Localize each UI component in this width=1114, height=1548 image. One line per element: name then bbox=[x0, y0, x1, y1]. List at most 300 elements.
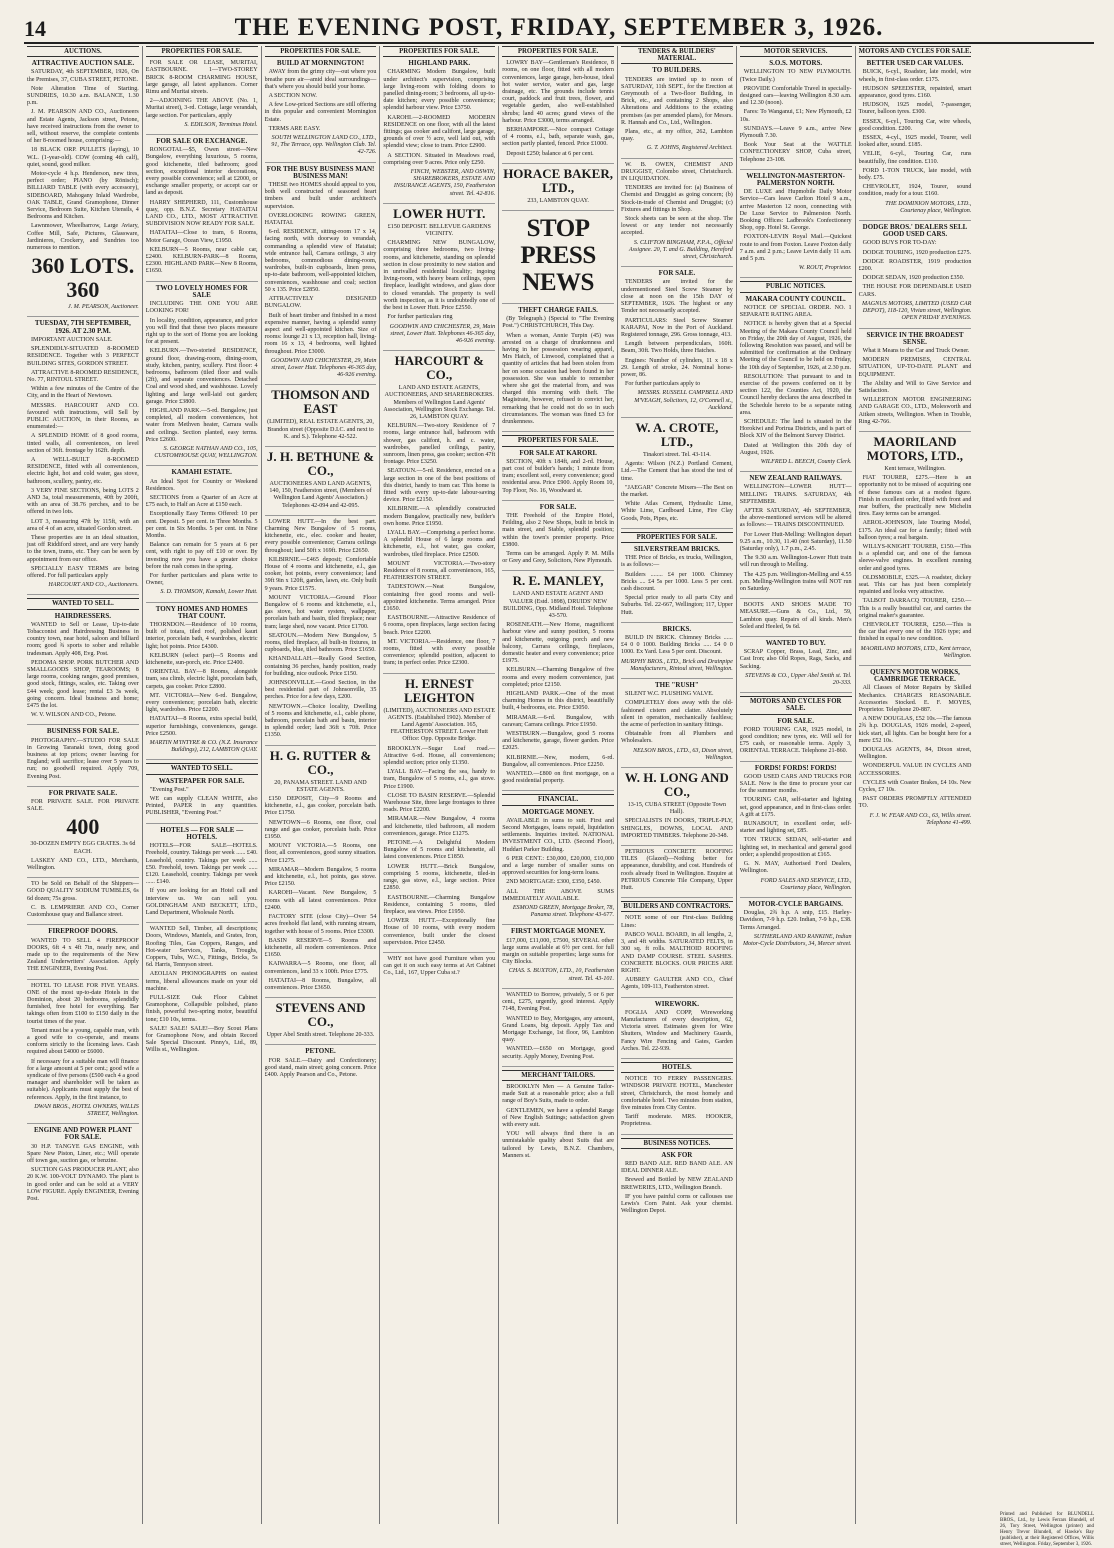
column-2 bbox=[143, 46, 262, 1524]
ad-text: KILBIRNIE.—£465 deposit; Comfortable House of 4 rooms and kitchenette, e.l., gas cooker, hot points, every convenience; land 39ft 9in x 120ft, garden, lawn, etc. Only built 9 years. Price £1575. bbox=[264, 556, 377, 592]
ad-text: Terms can be arranged. Apply P. M. Mills or Grey and Grey, Solicitors, New Plymouth. bbox=[502, 550, 614, 565]
ad-title: BETTER USED CAR VALUES. bbox=[866, 59, 964, 68]
ad-title: WASTEPAPER FOR SALE. bbox=[158, 776, 245, 785]
ad-title: SERVICE IN THE BROADEST SENSE. bbox=[866, 330, 964, 346]
ad-text: IF you have painful corns or callouses use Lewis's Corn Paint. Ask your chemist. Wellington Depot. bbox=[620, 1193, 733, 1215]
ad-text: 2—ADJOINING THE ABOVE (No. 1, Muritai street), 3-rd. Cottage, large verandah, large section. For particulars, apply bbox=[145, 98, 258, 119]
ad-text: HIGHLAND PARK.—One of the most charming Homes in this district, beautifully built, 4 bedrooms, etc. Price £3050. bbox=[502, 690, 614, 712]
ad-signature: GOODWIN AND CHICHESTER, 29, Main street, Lower Hutt. Telephones 46-365 day, 46-926 evening. bbox=[270, 357, 377, 379]
ad-text: White Atlas Cement, Hydraulic Lime, White Lime, Cardboard Lime, Fire Clay Goods, Pots, Pipes, etc. bbox=[620, 501, 733, 522]
ad-text: CHEVROLET TOURER, £250.—This is the car that every one of the 1926 type; and finished in equal to new condition. bbox=[858, 622, 972, 643]
classified-ad bbox=[859, 435, 972, 666]
firm-name: STEVENS AND CO., bbox=[275, 1000, 366, 1030]
column-5 bbox=[499, 46, 618, 1524]
ad-title: SILVERSTREAM BRICKS. bbox=[634, 544, 720, 553]
ad-text: HOTEL TO LEASE FOR FIVE YEARS. ONE of the most up-to-date Hotels in the Dominion, about 20 bedrooms, splendidly furnished, free hotel for everything. Bar takings often from £100 to £150 daily in the tourist times of the year. bbox=[27, 982, 139, 1025]
ad-text: WANTED to Sell or Lease, Up-to-date Tobacconist and Hairdressing Business in country town, near hotel, saloon and billiard room; good ¾ sports to sober and reliable tradesman. Apply 408, Evg. Post. bbox=[27, 621, 139, 657]
ad-text: "JAEGAR" Concrete Mixers—The Best on the market. bbox=[620, 484, 733, 498]
classified-ad bbox=[621, 915, 733, 997]
ad-text: TO be Sold on Behalf of the Shippers— GOOD QUALITY SODIUM TUMBLES, 6s 6d dozen; 75s gross. bbox=[27, 881, 139, 902]
ad-text: BUICK, 6-cyl., Roadster, late model, wire wheels, in first-class order. £175. bbox=[858, 69, 972, 83]
classified-ad bbox=[621, 1076, 733, 1134]
classified-ad bbox=[621, 1152, 733, 1221]
column-8 bbox=[856, 46, 975, 1524]
ad-text: For further particulars apply to bbox=[624, 381, 701, 388]
ad-text: LOWER HUTT.—In the best part. Charming New Bungalow of 5 rooms, kitchenette, etc., elec. cooker and heater, every possible convenience; Carrara ceilings throughout; land 50ft x 169ft. Price £2650. bbox=[264, 518, 377, 554]
ad-text: Tinakori street. Tel. 43-114. bbox=[643, 451, 711, 458]
ad-text: DOUGLAS AGENTS, 84, Dixon street, Wellington. bbox=[858, 747, 972, 761]
ad-text: 3 VERY FINE SECTIONS, being LOTS 2 AND 3a, total measurements, 40ft by 200ft, with an area of 38.76 perches, and to be offered in two lots. bbox=[27, 487, 139, 516]
ad-text: OLDSMOBILE, £325.—A roadster, dickey seat. This car has just been completely repainted and looks very attractive. bbox=[858, 574, 972, 596]
ad-text: A SECTION NOW. bbox=[268, 93, 317, 100]
classified-ad bbox=[146, 60, 258, 135]
ad-text: WANTED to Borrow, privately, 5 or 6 per cent., £275, urgently, good interest. Apply 7148, Evening Post. bbox=[502, 991, 614, 1013]
ad-text: RONGOTAI.—$5, Owen street—New Bungalow, everything luxurious, 5 rooms, good kitchenette, tiled bathroom; good section, exceptional interior decorations, every possible convenience; sell at £2000, or exchange smaller property, or accept car or land as deposit. bbox=[145, 147, 258, 197]
classified-ad bbox=[502, 215, 614, 304]
ad-signature: FORD SALES AND SERVICE, LTD., Courtenay place, Wellington. bbox=[760, 877, 852, 891]
section-heading: AUCTIONS. bbox=[27, 46, 139, 57]
ad-text: KAROHI—Vacant. New Bungalow, 5 rooms with all latest conveniences. Price £2400. bbox=[264, 890, 377, 911]
ad-text: SEATOUN.—Modern New Bungalow, 5 rooms, tiled fireplace, all built-in fixtures, in cupboards, blue, tiled bathroom. Price £1650. bbox=[264, 632, 377, 654]
ad-text: VELIE, 6-cyl., Touring Car, runs beautifully, fine condition. £110. bbox=[858, 151, 972, 165]
ad-text: THESE two HOMES should appeal to you, both well constructed of seasoned heart timbers and built under architect's supervision. bbox=[264, 182, 377, 210]
ad-signature: HARCOURT AND CO., Auctioneers. bbox=[48, 582, 139, 589]
ad-text: Lawnmower, Wheelbarrow, Large Aviary, Coffee Mill, Safe, Pictures, Glassware, Jardinieres, Crockery, and Sundries too numerous to mention. bbox=[27, 223, 139, 252]
ad-title: TONY HOMES AND HOMES THAT COUNT. bbox=[155, 604, 248, 620]
ad-text: AEOLIAN PHONOGRAPHS on easiest terms, liberal allowances made on your old machine. bbox=[145, 971, 258, 992]
ad-signature: MAORILAND MOTORS, LTD., Kent terrace, Wellington. bbox=[860, 645, 972, 659]
imprint-date: Friday, September 3, 1926. bbox=[1037, 1542, 1092, 1547]
classified-ad bbox=[502, 809, 614, 926]
ad-text: BASIN RESERVE—5 Rooms and kitchenette, all modern conveniences. Price £1650. bbox=[264, 937, 377, 959]
ad-text: Douglas, 2¾ h.p. A snip, £15. Harley-Davidson, 7-9 h.p. £20. Indian, 7-9 h.p., £38. Terms Arranged. bbox=[739, 910, 852, 931]
ad-title: FOR SALE. bbox=[539, 502, 577, 511]
ad-title: TUESDAY, 7TH SEPTEMBER, 1926. AT 2.30 P.M. bbox=[34, 319, 131, 335]
classified-ad bbox=[27, 790, 139, 878]
ad-signature: MESSRS. RUSSELL CAMPBELL AND M'VEAGH, Solicitors, 12, O'Connell st., Auckland. bbox=[634, 390, 733, 411]
ad-text: "Evening Post." bbox=[149, 786, 189, 793]
ad-text: WE can supply CLEAN WHITE, also Printed, PAPER in any quantities. PUBLISHER, "Evening Post." bbox=[145, 796, 258, 817]
classified-ad bbox=[146, 926, 258, 1059]
ad-text: Upper Abel Smith street. Telephone 20-333. bbox=[266, 1032, 375, 1039]
ad-title: HIGHLAND PARK. bbox=[408, 59, 471, 68]
ad-signature: MAGNUS MOTORS, LIMITED (USED CAR DEPOT), 118-120, Vivian street, Wellington. OPEN FRIDAY EVENINGS. bbox=[861, 300, 972, 322]
classified-ad bbox=[383, 677, 495, 953]
classified-ad bbox=[27, 60, 139, 317]
ad-text: LOWER HUTT.—Exceptionally fine House of 10 rooms, with every modern convenience, built under the closest supervision. Price £2450. bbox=[383, 918, 496, 946]
ad-text: EASTBOURNE.—Charming Bungalow Residence, containing 5 rooms, tiled fireplace, sea views. Price £1950. bbox=[383, 894, 496, 915]
classified-ad bbox=[502, 928, 614, 988]
ad-text: KHANDALLAH.—Really Good Section, containing 36 perches, handy position, ready for building, nice outlook. Price £150. bbox=[264, 656, 377, 677]
ad-text: BROOKLYN Men — A Genuine Tailor-made Suit at a reasonable price; also a full range of Boy's Suits, made to order. bbox=[502, 1083, 614, 1105]
column-7 bbox=[737, 46, 856, 1524]
ad-title: WELLINGTON-MASTERTON-PALMERSTON NORTH. bbox=[746, 171, 846, 188]
ad-text: NEWTOWN—6 Rooms, one floor, coal range and gas cooker, porcelain bath. Price £1950. bbox=[264, 819, 377, 841]
ad-title: BUILD AT MORNINGTON! bbox=[276, 59, 365, 68]
ad-signature: FINCH, WEBSTER, AND OSWIN, SHAREBROKERS, ESTATE AND INSURANCE AGENTS, 150, Featherston street. Tel. 42-816. bbox=[393, 169, 496, 197]
ad-text: TENDERS are invited up to noon of SATURDAY, 11th SEPT., for the Erection at Greymouth of a Two-floor Building, in Brick, etc., and containing 2 Shops, also Alterations and Additions to the existing premises (as per amended plans), for Messrs. R. Hannah and Co., Ltd., Wellington. bbox=[620, 76, 733, 126]
ad-text: KELBURN.—Charming Bungalow of five rooms and every modern convenience, just completed; price £2150. bbox=[502, 667, 614, 688]
ad-text: ESSEX, 4-cyl., 1925 model, Tourer, well looked after, sound. £185. bbox=[858, 135, 972, 149]
ad-signature: STEVENS & CO., Upper Abel Smith st. Tel. 20-333. bbox=[745, 672, 852, 687]
ad-text: SCRAP Copper, Brass, Lead, Zinc, and Cast Iron; also Old Ropes, Rags, Sacks, and Sacking. bbox=[739, 649, 852, 670]
ad-text: Obtainable from all Plumbers and Wholesalers. bbox=[620, 731, 733, 745]
ad-text: PARTICULARS: Steel Screw Steamer KARAPAI, Now in the Port of Auckland. Registered tonnage, 296. Gross tonnage, 413. bbox=[620, 317, 733, 338]
ad-text: PETONE.—A Delightful Modern Bungalow of 5 rooms and kitchenette, all latest conveniences. Price £1850. bbox=[383, 840, 496, 861]
ad-signature: SOUTH WELLINGTON LAND CO., LTD., 91, The Terrace, opp. Wellington Club. Tel. 42-726. bbox=[271, 135, 377, 156]
ad-text: Agents: Wilson (N.Z.) Portland Cement, Ltd.—The Cement that has stood the test of time. bbox=[620, 461, 733, 482]
ad-text: A few Low-priced Sections are still offering in this popular and convenient Mornington Estate. bbox=[264, 102, 377, 123]
ad-text: SCHEDULE: The land is situated in the Horokiwi and Porirua Districts, and is part of Block XIV of the Belmont Survey District. bbox=[739, 418, 852, 440]
classified-ad bbox=[502, 504, 614, 572]
ad-text: ROSENEATH.—New Home, magnificent harbour view and sunny position, 5 rooms and kitchenette, outgoing porch and new balcony, Carrara ceilings, fireplaces, domestic heater and every convenience; price £1975. bbox=[502, 622, 614, 665]
classified-ad bbox=[27, 881, 139, 925]
ad-text: PABCO WALL BOARD, in all lengths, 2, 3, and 4ft widths. SATURATED FELTS, in 300 sq. ft rolls. MALTHOID ROOFING AND DAMP COURSE. STEEL SASHES. CONCRETE BLOCKS. OUR PRICES ARE RIGHT. bbox=[620, 931, 733, 974]
ad-text: 18 BLACK ORP. PULLETS (laying), 10 W.L. (1-year-old). COW (coming 4th calf), quiet, sound, good milker. bbox=[27, 147, 139, 168]
firm-name: HARCOURT & CO., bbox=[394, 353, 484, 383]
firm-name: R. E. MANLEY, bbox=[512, 573, 604, 589]
classified-ad bbox=[146, 138, 258, 282]
ad-signature: NELSON BROS., LTD., 63, Dixon street, Wellington. bbox=[633, 747, 733, 761]
classified-ad bbox=[740, 718, 852, 762]
ad-text: 6 PER CENT.: £30,000, £20,000, £10,000 and a large number of smaller sums on approved securities for long-term loans. bbox=[502, 855, 614, 877]
section-heading: PROPERTIES FOR SALE. bbox=[502, 435, 614, 446]
ad-title: FOR SALE. bbox=[777, 716, 814, 725]
ad-signature: THE DOMINION MOTORS, LTD., Courtenay place, Wellington. bbox=[885, 200, 972, 214]
classified-ad bbox=[621, 626, 733, 679]
ad-text: BUILD IN BRICK. Chimney Bricks ...... £4 0 0 1000. Building Bricks ..... £4 0 0 1000. Ex Yard. Less 5 per cent. Discount. bbox=[620, 635, 733, 656]
ad-text: HATAITAI—Close to tram, 6 Rooms, Motor Garage, Ocean View, £1950. bbox=[145, 230, 258, 244]
ad-text: For further particulars ring bbox=[387, 314, 453, 321]
ad-title: WIREWORK. bbox=[654, 999, 699, 1008]
ad-text: WANTED to Buy, Mortgages, any amount, Grand Loans, big deposit. Apply Tax and Mortgage Exchange, 1st floor, 96, Lambton quay. bbox=[502, 1015, 614, 1044]
classified-ad bbox=[502, 450, 614, 501]
ad-text: C. B. LEMPRIERE AND CO., Corner Customhouse quay and Ballance street. bbox=[27, 904, 139, 919]
ad-title: MORTGAGE MONEY. bbox=[522, 807, 594, 816]
ad-text: CHARMING Modern Bungalow, built under architect's supervision, comprising large living-room with folding doors to panelled dining-room; 3 bedrooms, all up-to-date kitchen; every possible convenience; splendid harbour view. Price £3750. bbox=[383, 69, 496, 112]
ad-text: ESSEX, 6-cyl., Touring Car, wire wheels, good condition. £200. bbox=[858, 118, 972, 132]
ad-text: MOUNT VICTORIA.—Two-story Residence of 8 rooms, all conveniences, 165, FEATHERSTON STREET. bbox=[383, 560, 496, 582]
ad-text: An Ideal Spot for Country or Weekend Residences. bbox=[145, 478, 258, 492]
ad-text: ATTRACTIVE 8-ROOMED RESIDENCE, No. 77, RINTOUL STREET. bbox=[27, 369, 139, 383]
ad-text: A NEW DOUGLAS, £52 10s.—The famous 2¾ h.p. DOUGLAS, 1926 model, 2-speed, kick start, all lights. Can be bought here for a mere £52 10s. bbox=[858, 716, 972, 744]
classified-ad bbox=[383, 207, 495, 351]
ad-text: INCLUDING THE ONE YOU ARE LOOKING FOR! bbox=[145, 301, 258, 315]
ad-text: 30 H.P. TANGYE GAS ENGINE, with Spare New Piston, Liner, etc.; Will operate off town gas, suction gas, or benzine. bbox=[27, 1143, 139, 1164]
ad-text: HATAITAI—8 Rooms, extra special build, superior furnishings, conveniences, garage. Price £2500. bbox=[145, 716, 258, 737]
ad-title: THEFT CHARGE FAILS. bbox=[518, 306, 598, 315]
ad-text: Special price ready to all parts City and Suburbs. Tel. 22-667, Wellington; 117, Upper Hutt. bbox=[620, 595, 733, 616]
ad-title: ENGINE AND POWER PLANT FOR SALE. bbox=[33, 1126, 132, 1142]
ad-title: HAIRDRESSERS. bbox=[54, 611, 111, 620]
ad-text: PEDOMA SHOP. PORK BUTCHER AND SMALLGOODS SHOP, TEAROOMS; 8 large rooms, cooking ranges, good premises, good stock, fittings, scales, etc. Taking over £44 week; good lease; rental £3 3s week, going concern. Ideal business and home; £475 the lot. bbox=[27, 659, 139, 710]
ad-text: FIAT TOURER, £275.—Here is an opportunity not to be missed of acquiring one of these famous cars at a modest figure. Finish in excellent order, fitted with front and rear buffers, the practically new Michelin tires. Easy terms can be arranged. bbox=[858, 475, 972, 518]
ad-text: All Classes of Motor Repairs by Skilled Mechanics. CHARGES REASONABLE. Accessories Stocked. E. F. MOYES, Proprietor. Telephone 20-887. bbox=[858, 685, 972, 714]
ad-text: CYCLES with Coaster Brakes, £4 10s. New Cycles, £7 10s. bbox=[858, 779, 972, 794]
ad-text: Plans, etc., at my office, 262, Lambton quay. bbox=[620, 129, 733, 143]
ad-text: TON TRUCK SEDAN, self-starter and lighting set, in mechanical and general good order; a splendid proposition at £165. bbox=[739, 837, 852, 858]
classified-ad bbox=[146, 469, 258, 602]
ad-text: FOGLIA AND COPP, Wireworking Manufacturers of every description, 62, Victoria street. Estimates given for Wire Shutters, Window and Machinery Guards, Fancy Wire Fencing and Gates, Garden Arches. Tel. 22-939. bbox=[620, 1009, 733, 1052]
ad-text: FORD TOURING CAR, 1925 model, in good condition; new tyres, etc. Will sell for £75 cash, or reasonable terms. Apply 3, ORIENTAL TERRACE. Telephone 21-860. bbox=[739, 726, 852, 755]
ad-text: 233, LAMBTON QUAY. bbox=[527, 197, 589, 204]
ad-signature: F. J. W. FEAR AND CO., 63, Willis street. Telephone 41-499. bbox=[869, 812, 972, 826]
classified-ad bbox=[740, 475, 852, 599]
ad-text: The 4.25 p.m. Wellington-Melling and 4.55 p.m. Melling-Wellington trains will NOT run on Saturday. bbox=[739, 571, 852, 592]
ad-text: BOOTS AND SHOES MADE TO MEASURE.—Guns & Co., Ltd., 59, Lambton quay. Repairs of all kinds. Men's Soled and Heeled, 9s 6d. bbox=[739, 602, 852, 630]
ad-title: ATTRACTIVE AUCTION SALE. bbox=[31, 59, 135, 68]
classified-ad bbox=[621, 421, 733, 529]
section-heading: MOTOR SERVICES. bbox=[740, 46, 852, 57]
ad-signature: S. EDILSON, Terminus Hotel. bbox=[184, 121, 258, 128]
ad-text: TADESTOWN.—Neat Bungalow, containing five good rooms and well-appointed kitchenette. Terms arranged. Price £1650. bbox=[383, 584, 496, 612]
ad-text: LAND AND ESTATE AGENTS, AUCTIONEERS, AND SHAREBROKERS. Members of Wellington Land Agents' Association, Wellington Stock Exchange. Tel. 26, LAMBTON QUAY. bbox=[383, 385, 496, 420]
ad-title: FOR SALE AT KARORI. bbox=[519, 448, 597, 457]
ad-text: Stock sheets can be seen at the shop. The lowest or any tender not necessarily accepted. bbox=[620, 216, 733, 237]
ad-title: HOTELS — FOR SALE — HOTELS. bbox=[160, 825, 244, 841]
ad-text: HOTELS—FOR SALE—HOTELS. Freehold, country. Takings per week ...... £40. Leasehold, country. Takings per week ...... £50. Freehold, town. Takings per week ...... £120. Leasehold, country. Takings per week ...... £140. bbox=[145, 843, 258, 886]
ad-title: TWO LOVELY HOMES FOR SALE bbox=[155, 283, 248, 299]
ad-text: HUDSON SPEEDSTER, repainted, smart appearance, good tyres. £160. bbox=[858, 85, 972, 100]
page-number: 14 bbox=[24, 16, 46, 41]
section-heading: PUBLIC NOTICES. bbox=[740, 281, 852, 292]
classified-ad bbox=[621, 67, 733, 158]
ad-text: Builders ........ £4 per 1000. Chimney Bricks .... £4 5s per 1000. Less 5 per cent. cash discount. bbox=[620, 571, 733, 592]
ad-signature: MURPHY BROS., LTD., Brick and Drainpipe Manufacturers, Rintoul street, Wellington. bbox=[621, 658, 733, 672]
ad-text: SPLENDIDLY-SITUATED 8-ROOMED RESIDENCE. Together with 3 PERFECT BUILDING SITES, GORDON STREET. bbox=[27, 346, 139, 367]
ad-text: £150 DEPOSIT, City—9 Rooms and kitchenette, e.l., gas cooker, porcelain bath. Price £1750. bbox=[264, 796, 377, 817]
ad-text: DODGE TOURING, 1920 production £275. bbox=[862, 249, 972, 256]
ad-signature: MARTIN M'INTYRE & CO. (N.Z. Insurance Buildings), 212, LAMBTON QUAY. bbox=[149, 740, 258, 754]
ad-text: MIRAMAR—Modern Bungalow, 5 rooms and kitchenette, e.l., hot points, gas stove. Price £2150. bbox=[264, 866, 377, 888]
section-heading: FINANCIAL. bbox=[502, 794, 614, 805]
ad-text: KILBIRNIE.—New, modern, 6-rd. Bungalow, all conveniences. Price £2250. bbox=[502, 754, 614, 768]
classified-ad bbox=[740, 765, 852, 898]
ad-text: TERMS ARE EASY. bbox=[268, 125, 321, 132]
ad-text: WANTED TO SELL 4 FIREPROOF DOORS, 6ft 4 x 4ft 7in, nearly new, and made up to the requirements of the New Zealand Underwriters' Association. Apply THE ENGINEER, Evening Post. bbox=[27, 937, 139, 973]
ad-text: FACTORY SITE (close City)—Over 54 acres freehold flat land, with running stream, together with house of 5 rooms. Price £3300. bbox=[264, 914, 377, 935]
ad-text: AUCTIONEERS AND LAND AGENTS, 140, 150, Featherston street, (Members of Wellington Land Agents' Association.) Telephones 42-094 and 42-095. bbox=[269, 480, 372, 509]
lot-count: 400 bbox=[66, 814, 100, 840]
ad-text: If you are looking for an Hotel call and interview us. We can sell you. GOLDINGHAM AND BECKETT, LTD., Land Department, Wholesale North. bbox=[145, 888, 258, 916]
ad-text: IMPORTANT AUCTION SALE. bbox=[31, 336, 113, 343]
ad-text: ALL THE ABOVE SUMS IMMEDIATELY AVAILABLE. bbox=[502, 888, 614, 902]
ad-text: Built of heart timber and finished in a most expensive manner, having a splendid sunny aspect and well-appointed kitchen. Size of rooms: lounge 21 x 13, reception hall, living-room 16 x 13, 4 bedrooms, well lighted throughout. Price £3000. bbox=[264, 312, 377, 355]
ad-signature: SUTHERLAND AND RANKINE, Indian Motor-Cycle Distributors, 34, Mercer street. bbox=[742, 933, 852, 947]
ad-text: EASTBOURNE.—Attractive Residence of 6 rooms, open fireplaces, large section facing beach. Price £2200. bbox=[383, 615, 496, 636]
classified-ad bbox=[265, 60, 377, 162]
ad-text: KELBURN.—Two-storied RESIDENCE, ground floor, drawing-room, dining-room, study, kitchen, pantry, scullery. First floor: 4 bedrooms, bathroom (tiled floor and walls (2ft), and separate conveniences. Detached Coal and wood shed, and washhouse. Lovely lighting and large well-laid out garden; garage. Price £3800. bbox=[145, 348, 258, 405]
ad-text: Engines: Number of cylinders, 11 x 18 x 29. Length of stroke, 24. Nominal horse-power, 86. bbox=[620, 357, 733, 378]
ad-text: FOXTON-LEVIN Royal Mail.—Quickest route to and from Foxton. Leave Foxton daily 7 a.m. and 2 p.m.; Leave Levin daily 11 a.m. and 5 p.m. bbox=[739, 234, 852, 263]
ad-title: DODGE BROS.' DEALERS SELL GOOD USED CARS. bbox=[862, 223, 968, 239]
ad-text: LOT 3, measuring 47ft by 115ft, with an area of 4 of an acre, situated Gordon street. bbox=[27, 518, 139, 532]
imprint-text: Printed and Published for BLUNDELL BROS., Ltd., by Lewis Ferrars Blundell, of 26, Tory Street, Wellington (printer) and Henry Trevor Blundell, of Hawke's Bay (publisher), at their Registered Offices, Willis street, Wellington. bbox=[1000, 1512, 1094, 1547]
ad-text: CHEVROLET, 1924, Tourer, sound condition, ready for a tour. £160. bbox=[858, 184, 972, 198]
ad-text: MIRAMAR.—6-rd. Bungalow, with caravan; Carrara ceilings. Price £1950. bbox=[502, 714, 614, 728]
ad-text: Length between perpendiculars, 160ft. Beam, 30ft. Two Holds, three Hatches. bbox=[620, 341, 733, 355]
classified-ad bbox=[621, 546, 733, 623]
ad-title: TO BUILDERS. bbox=[652, 66, 702, 75]
classified-ad bbox=[502, 167, 614, 211]
ad-text: HATAITAI—8 Rooms, Bungalow, all conveniences. Price £3650. bbox=[264, 977, 377, 991]
ad-text: 2ND MORTGAGE: £300, £350, £450. bbox=[506, 879, 602, 886]
ad-text: (LIMITED), REAL ESTATE AGENTS, 20, Brandon street (Opposite D.I.C. and next to K. and S.). Telephone 42-522. bbox=[267, 419, 374, 440]
ad-text: AFTER SATURDAY, 4th SEPTEMBER, the above-mentioned services will be altered as follows:— TRAINS DISCONTINUED. bbox=[739, 507, 852, 529]
classified-ad bbox=[146, 285, 258, 467]
column-3 bbox=[262, 46, 381, 1524]
ad-text: Tariff moderate. MRS. HOOKER, Proprietress. bbox=[620, 1114, 733, 1128]
ad-text: GENTLEMEN, we have a splendid Range of New English Suitings; satisfaction given with every suit. bbox=[502, 1107, 614, 1128]
ad-text: JOHNSONVILLE.—Good Section, in the best residential part of Johnsonville, 35 perches. Price for a few days, £200. bbox=[264, 680, 377, 701]
ad-text: SUNDAYS.—Leave 9 a.m., arrive New Plymouth 7.30. bbox=[739, 125, 852, 140]
ad-signature: S. D. THOMSON, Kamahi, Lower Hutt. bbox=[160, 589, 258, 596]
ad-text: Fares: To Wanganui, £1; New Plymouth, £2 10s. bbox=[739, 109, 852, 123]
ad-text: SECTIONS from a Quarter of an Acre at £75 each, to Half an Acre at £150 each. bbox=[145, 494, 258, 509]
ad-text: For Lower Hutt-Melling: Wellington depart 9.25 a.m., 10.30, 11.40 (not Saturday), 11.50 (Saturday only), 1.7 p.m., 2.45. bbox=[739, 531, 852, 552]
ad-text: AWAY from the grimy city—out where you breathe pure air—amid ideal surroundings—that's where you should build your home. bbox=[264, 69, 377, 90]
ad-text: WONDERFUL VALUE IN CYCLES AND ACCESSORIES. bbox=[858, 763, 972, 777]
ad-signature: G. T. JOHNS, Registered Architect. bbox=[646, 145, 733, 152]
masthead bbox=[24, 10, 1094, 44]
ad-text: These properties are in an ideal situation, just off Riddiford street, and are very handy to the town, trams, etc. They can be seen by appointment from our office. bbox=[27, 534, 139, 563]
ad-text: LASKEY AND CO., LTD., Merchants, Wellington. bbox=[27, 857, 139, 872]
column-1 bbox=[24, 46, 143, 1524]
ad-text: THORNDON.—Residence of 10 rooms, built of totara, tiled roof, polished kauri interior, porcelain bath, 4 wardrobes, electric light; hot points. Price £4300. bbox=[145, 622, 258, 650]
section-heading: MOTORS AND CYCLES FOR SALE. bbox=[859, 46, 972, 57]
ad-text: HUDSON, 1925 model, 7-passenger, Tourer, balloon tyres. £300. bbox=[858, 102, 972, 116]
section-heading: PROPERTIES FOR SALE. bbox=[383, 46, 495, 57]
ad-text: OVERLOOKING ROWING GREEN, HATAITAI. bbox=[264, 212, 377, 227]
ad-text: SEATOUN.—5-rd. Residence, erected on a large section in one of the best positions of this district, handy to tram car. This home is fitted with every up-to-date labour-saving device. Price £2150. bbox=[383, 468, 496, 504]
ad-text: When a woman, Annie Turpin (45) was arrested on a charge of drunkenness and having in her possession wearing apparel, Mrs Hatch, of Linwood, complained that a quantity of articles that had been stolen from her on some occasion had been found in her possession. She was unable to remember where she got the material from, and was charged this morning with theft. The Magistrate, however, refused to convict her, remarking that he could not do so in such circumstances. The woman was fined £3 for drunkenness. bbox=[502, 332, 614, 426]
ad-title: MAKARA COUNTY COUNCIL. bbox=[745, 294, 846, 303]
ad-text: TOURING CAR, self-starter and lighting set, good appearance, and in first-class order. A gift at £175. bbox=[739, 797, 852, 818]
section-heading: MOTORS AND CYCLES FOR SALE. bbox=[740, 696, 852, 714]
classified-ad bbox=[27, 928, 139, 979]
ad-text: AEROL-JOHNSON, late Touring Model, £175. An ideal car for a family; fitted with balloon tyres; a real bargain. bbox=[858, 520, 972, 541]
ad-text: PHOTOGRAPHY.—STUDIO FOR SALE in Growing Taranaki town, doing good business at top prices; owner leaving for England; will sacrifice; lease over 5 years to run; no goodwill required. Apply 709, Evening Post. bbox=[27, 737, 139, 780]
classified-ad bbox=[146, 778, 258, 824]
classified-ad bbox=[265, 749, 377, 998]
classified-ad bbox=[859, 669, 972, 832]
page-title: THE EVENING POST, FRIDAY, SEPTEMBER 3, 1926. bbox=[234, 14, 884, 41]
ad-text: ATTRACTIVELY DESIGNED BUNGALOW. bbox=[264, 296, 377, 310]
ad-text: LOWER HUTT.—Brick Bungalow, comprising 5 rooms, kitchenette, tiled-in range, gas stove, e.l., large section. Price £2850. bbox=[383, 863, 496, 892]
classified-ad bbox=[27, 728, 139, 786]
ad-text: THE HOUSE FOR DEPENDABLE USED CARS. bbox=[858, 284, 972, 298]
classified-ad bbox=[740, 296, 852, 472]
section-heading: TENDERS & BUILDERS' MATERIAL. bbox=[621, 46, 733, 64]
ad-text: The Ability and Will to Give Service and Satisfaction. bbox=[858, 380, 972, 394]
ad-text: (By Telegraph.) (Special to "The Evening Post.") CHRISTCHURCH, This Day. bbox=[502, 316, 614, 330]
ad-text: Tenant must be a young, capable man, with a good wife to co-operate, and means conform strictly to the licensing laws. Cash required about £4000 or £6000. bbox=[27, 1027, 139, 1056]
ad-text: WELLINGTON—LOWER HUTT—MELLING TRAINS. SATURDAY, 4th SEPTEMBER. bbox=[739, 484, 852, 505]
stop-press-banner: STOP PRESS NEWS bbox=[520, 215, 596, 297]
ad-text: LAND AND ESTATE AGENT AND VALUER (Estd. 1898), DRUIDS' NEW BUILDING, Opp. Midland Hotel. Telephone 43-570. bbox=[503, 591, 614, 619]
ad-text: WHY not have good Furniture when you can get it on such easy terms at Art Cabinet Co., Ltd., 167, Upper Cuba st.? bbox=[383, 955, 496, 977]
ad-text: Kent terrace, Wellington. bbox=[884, 465, 946, 472]
ad-text: (LIMITED), AUCTIONEERS AND ESTATE AGENTS. (Established 1902). Member of Land Agents' Association. 165, FEATHERSTON STREET. Lower Hutt Office: Opp. Opposite Bridge. bbox=[383, 707, 496, 743]
ad-title: MOTOR-CYCLE BARGAINS. bbox=[748, 899, 843, 908]
classified-ad bbox=[27, 320, 139, 595]
section-heading: BUSINESS NOTICES. bbox=[621, 1138, 733, 1149]
ad-text: Deposit £250; balance at 6 per cent. bbox=[506, 150, 594, 157]
ad-signature: J. M. PEARSON, Auctioneer. bbox=[68, 304, 139, 311]
classified-ad bbox=[859, 60, 972, 221]
ad-text: £17,000, £11,000, £7500, SEVERAL other large sums available at 6½ per cent. for full margin on suitable properties; large sums for City Blocks. bbox=[502, 937, 614, 966]
ad-text: COMPLETELY does away with the old-fashioned cistern and clatter. Absolutely silent in operation, mechanically faultless; the acme of perfection in sanitary fittings. bbox=[620, 700, 733, 729]
ad-signature: DWAN BROS., HOTEL OWNERS, WILLIS STREET, Wellington. bbox=[34, 1103, 139, 1117]
ad-text: ORIENTAL BAY—8 Rooms, alongside tram, sea climb, electric light, porcelain bath, carpets, gas cooker. Price £2800. bbox=[145, 669, 258, 690]
classified-ad bbox=[621, 270, 733, 418]
ad-text: WANTED Sell, Timber, all descriptions; Doors, Windows, Mantels, and Grates, Iron, Roofing Tiles, Gas Coppers, Ranges, and Hot-water Services, Tanks, Troughs, Coppers, Tubs, W.C.'s, Fittings, Bricks, 5s 6d. Harris, Tennyson street. bbox=[145, 926, 258, 969]
ad-signature: CHAS. S. BUXTON, LTD., 10, Featherston street. Tel. 43-101. bbox=[508, 968, 614, 982]
section-heading: HOTELS. bbox=[621, 1062, 733, 1073]
classified-ad bbox=[502, 574, 614, 791]
classified-ad bbox=[859, 332, 972, 432]
ad-text: RUNABOUT, in excellent order, self-starter and lighting set, £85. bbox=[739, 821, 852, 835]
ad-text: WANTED.—£650 on Mortgage, good security. Apply Money, Evening Post. bbox=[502, 1046, 614, 1060]
ad-text: LOWRY BAY—Gentleman's Residence, 8 rooms, on one floor, fitted with all modern conveniences, large garage, hen-house, ideal hot water service, water and gas, large drainage, etc. The grounds include tennis court, paddock and fruit trees, flower, and vegetable garden, also well-established shrubs; land 40 acres; grand views of the harbour. Price £3000, terms arranged. bbox=[502, 60, 614, 124]
ad-text: MT. VICTORIA.—Residence, one floor, 7 rooms, fitted with every possible convenience; splendid position, adjacent to tram; in perfect order. Price £2300. bbox=[383, 638, 496, 667]
ad-text: SALE! SALE! SALE!—Boy Scout Plans for Gramophone Now, and obtain Record Sale Special Discount. Pinny's, Ltd., 89, Willis st., Wellington. bbox=[145, 1025, 258, 1054]
ad-title: FOR SALE OR EXCHANGE. bbox=[156, 137, 248, 146]
ad-title: FOR PRIVATE SALE. bbox=[48, 788, 118, 797]
ad-text: NOTICE is hereby given that at a Special Meeting of the Makara County Council held on Friday, the 20th day of August, 1926, the following Resolution was passed, and will be submitted for confirmation at the Ordinary Meeting of the Council to be held on Friday, the 10th day of September, 1926, at 2.30 p.m. bbox=[739, 321, 852, 371]
ad-text: DODGE ROADSTER, 1919 production £200. bbox=[858, 258, 972, 273]
firm-name: THOMSON AND EAST bbox=[271, 387, 370, 417]
ad-text: 6-rd. RESIDENCE, sitting-room 17 x 14, facing north, with doorway to verandah, commanding a splendid view of Hataitai; wide entrance hall, Carrara ceilings, 3 airy bedrooms, commodious dining-room, wardrobes, built-in cupboards, linen press, up-to-date bathroom, well-appointed kitchen, conveniences, washhouse and coal; section 50 x 135. Price £2850. bbox=[264, 229, 377, 293]
ad-text: A SPLENDID HOME of 8 good rooms, tinted walls, all conveniences, on level section of 36ft. frontage by 162ft. depth. bbox=[27, 433, 139, 454]
ad-text: If necessary for a suitable man will finance for a large amount at 5 per cent.; good wife a syndicate of five persons (£500 each 4 a good manager and shareholder will be taken as suitable). Applicants must supply the best of references. Apply, in the first instance, to bbox=[27, 1058, 139, 1101]
ad-text: NOTE some of our First-class Building Lines: bbox=[620, 915, 733, 929]
ad-title: WANTED TO BUY. bbox=[765, 639, 826, 648]
section-heading: PROPERTIES FOR SALE. bbox=[502, 46, 614, 57]
ad-title: FOR SALE. bbox=[658, 269, 696, 278]
ad-text: A SECTION. Situated in Meadows road, comprising over 9 acres. Price only £250. bbox=[383, 152, 496, 166]
column-6 bbox=[618, 46, 737, 1524]
ad-text: In locality, condition, appearance, and price you will find that these two places measure right up to the sort of Home you are looking for at present. bbox=[145, 317, 258, 346]
ad-signature: GOODWIN AND CHICHESTER, 29, Main street, Lower Hutt. Telephones 46-365 day, 46-926 evening. bbox=[389, 323, 496, 344]
firm-name: J. H. BETHUNE & CO., bbox=[266, 448, 375, 478]
ad-text: SATURDAY, 4th SEPTEMBER, 1926, On the Premises, 37, CUBA STREET, PETONE. bbox=[27, 69, 139, 83]
section-heading: PROPERTIES FOR SALE. bbox=[621, 532, 733, 543]
ad-title: FOR THE BUSY BUSINESS MAN! BUSINESS MAN! bbox=[266, 164, 375, 180]
classified-ad bbox=[502, 992, 614, 1067]
ad-text: SUCTION GAS PRODUCER PLANT, also 20 K.W. 100-VOLT DYNAMO. The plant is in good order and can be sold at a VERY LOW FIGURE. Apply ENGINEER, Evening Post. bbox=[27, 1167, 139, 1202]
classified-ad bbox=[621, 162, 733, 268]
ad-text: Within a few minutes of the Centre of the City, and in the Heart of Newtown. bbox=[27, 386, 139, 400]
classified-ad bbox=[146, 827, 258, 923]
ad-text: 20, PANAMA STREET. LAND AND ESTATE AGENTS. bbox=[274, 779, 367, 793]
ad-text: A WELL-BUILT 8-ROOMED RESIDENCE, fitted with all conveniences, electric light, hot and cold water, gas stove, bathroom, scullery, pantry, etc. bbox=[27, 456, 139, 485]
ad-text: PAST ORDERS PROMPTLY ATTENDED TO. bbox=[858, 796, 972, 810]
ad-text: LYALL BAY.—Facing the sea, handy to tram, Bungalow of 5 rooms, e.l., gas stove. Price £1900. bbox=[383, 769, 496, 790]
ad-text: DODGE SEDAN, 1920 production £350. bbox=[862, 275, 965, 282]
ad-text: What it Means to the Car and Truck Owner. bbox=[862, 347, 970, 354]
ad-title: THE "RUSH" bbox=[655, 681, 699, 690]
section-heading: WANTED TO SELL. bbox=[146, 763, 258, 774]
ad-text: FOR SALE OR LEASE, MURITAI, EASTBOURNE. 1—TWO-STOREY BRICK 8-ROOM CHARMING HOUSE, large garage, all latest appliances. Corner Rimu and Muritai streets. bbox=[145, 60, 258, 96]
ad-text: FORD 1-TON TRUCK, late model, with body. £75. bbox=[858, 167, 972, 182]
ad-title: FIRST MORTGAGE MONEY. bbox=[511, 927, 606, 936]
classified-ad bbox=[502, 1084, 614, 1165]
firm-name: MAORILAND MOTORS, LTD., bbox=[866, 433, 964, 463]
ad-text: WELLINGTON TO NEW PLYMOUTH. (Twice Daily.) bbox=[739, 69, 852, 83]
ad-signature: ESMOND GREEN, Mortgage Broker, 78, Panama street. Telephone 43-677. bbox=[512, 905, 614, 919]
ad-text: CHARMING NEW BUNGALOW, comprising three bedrooms, two living-rooms, and kitchenette, standing on splendid section in close proximity to new station and in unrivalled residential locality; ingoing living-room, with heavy beam ceilings, open fireplace, leadlight windows, and glass door to closed verandah. The property is well worth inspection, as it is undoubtedly one of the best in Lower Hutt. Price £2550. bbox=[383, 240, 496, 312]
